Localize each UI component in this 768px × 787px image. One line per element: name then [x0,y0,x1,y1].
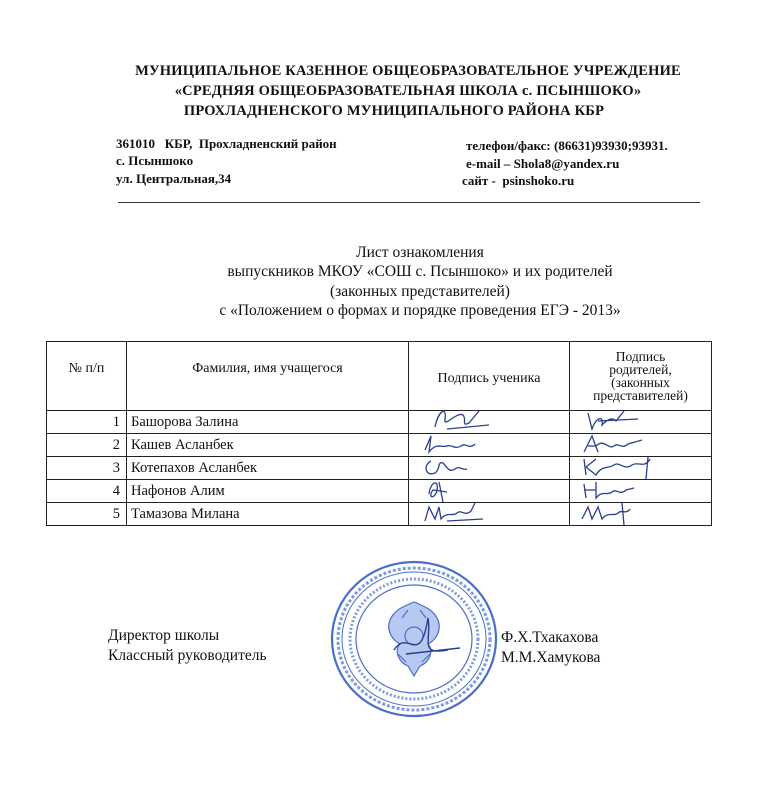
school-name-line1: МУНИЦИПАЛЬНОЕ КАЗЕННОЕ ОБЩЕОБРАЗОВАТЕЛЬНОЕ УЧРЕЖДЕНИЕ [135,63,681,79]
acknowledgement-table [46,341,712,526]
header-parent-line1: Подпись [615,349,666,364]
student-name: Тамазова Милана [127,503,409,526]
header-parent-line2: родителей, [609,362,672,377]
parent-signature [570,503,712,526]
header-divider [118,202,700,203]
title-line4: с «Положением о формах и порядке проведения ЕГЭ - 2013» [219,302,621,319]
row-number: 1 [47,411,127,434]
row-number: 4 [47,480,127,503]
row-number: 3 [47,457,127,480]
row-number: 5 [47,503,127,526]
handwritten-signature-icon [578,497,658,527]
email: e-mail – Shola8@yandex.ru [466,156,620,171]
student-signature [409,503,570,526]
title-line1: Лист ознакомления [356,244,484,261]
header-name: Фамилия, имя учащегося [127,342,409,411]
table-row [47,503,712,526]
website: сайт - psinshoko.ru [462,173,575,188]
header-parent-line3: (законных [611,375,670,390]
director-role: Директор школы [108,627,220,644]
title-line2: выпускников МКОУ «СОШ с. Псыншоко» и их родителей [227,263,613,280]
title-line3: (законных представителей) [330,283,510,300]
handwritten-signature-icon [417,497,497,527]
student-name: Кашев Асланбек [127,434,409,457]
row-number: 2 [47,434,127,457]
student-name: Котепахов Асланбек [127,457,409,480]
student-name: Башорова Залина [127,411,409,434]
director-name: Ф.Х.Тхакахова [501,629,599,646]
address-line3: ул. Центральная,34 [116,171,232,186]
school-seal-icon [328,558,500,720]
phone-fax: телефон/факс: (86631)93930;93931. [466,138,668,153]
school-name-line3: ПРОХЛАДНЕНСКОГО МУНИЦИПАЛЬНОГО РАЙОНА КБР [183,103,605,119]
class-teacher-role: Классный руководитель [108,647,267,664]
header-student-signature: Подпись ученика [409,342,570,411]
address-line1: 361010 КБР, Прохладненский район [116,136,337,151]
school-name-line2: «СРЕДНЯЯ ОБЩЕОБРАЗОВАТЕЛЬНАЯ ШКОЛА с. ПСЫНШОКО» [174,83,642,99]
class-teacher-name: М.М.Хамукова [501,649,601,666]
header-parent-signature [570,342,712,411]
address-line2: с. Псыншоко [116,153,194,168]
header-parent-line4: представителей) [593,388,688,403]
student-name: Нафонов Алим [127,480,409,503]
table-header-row [47,342,712,411]
header-number: № п/п [47,342,127,411]
